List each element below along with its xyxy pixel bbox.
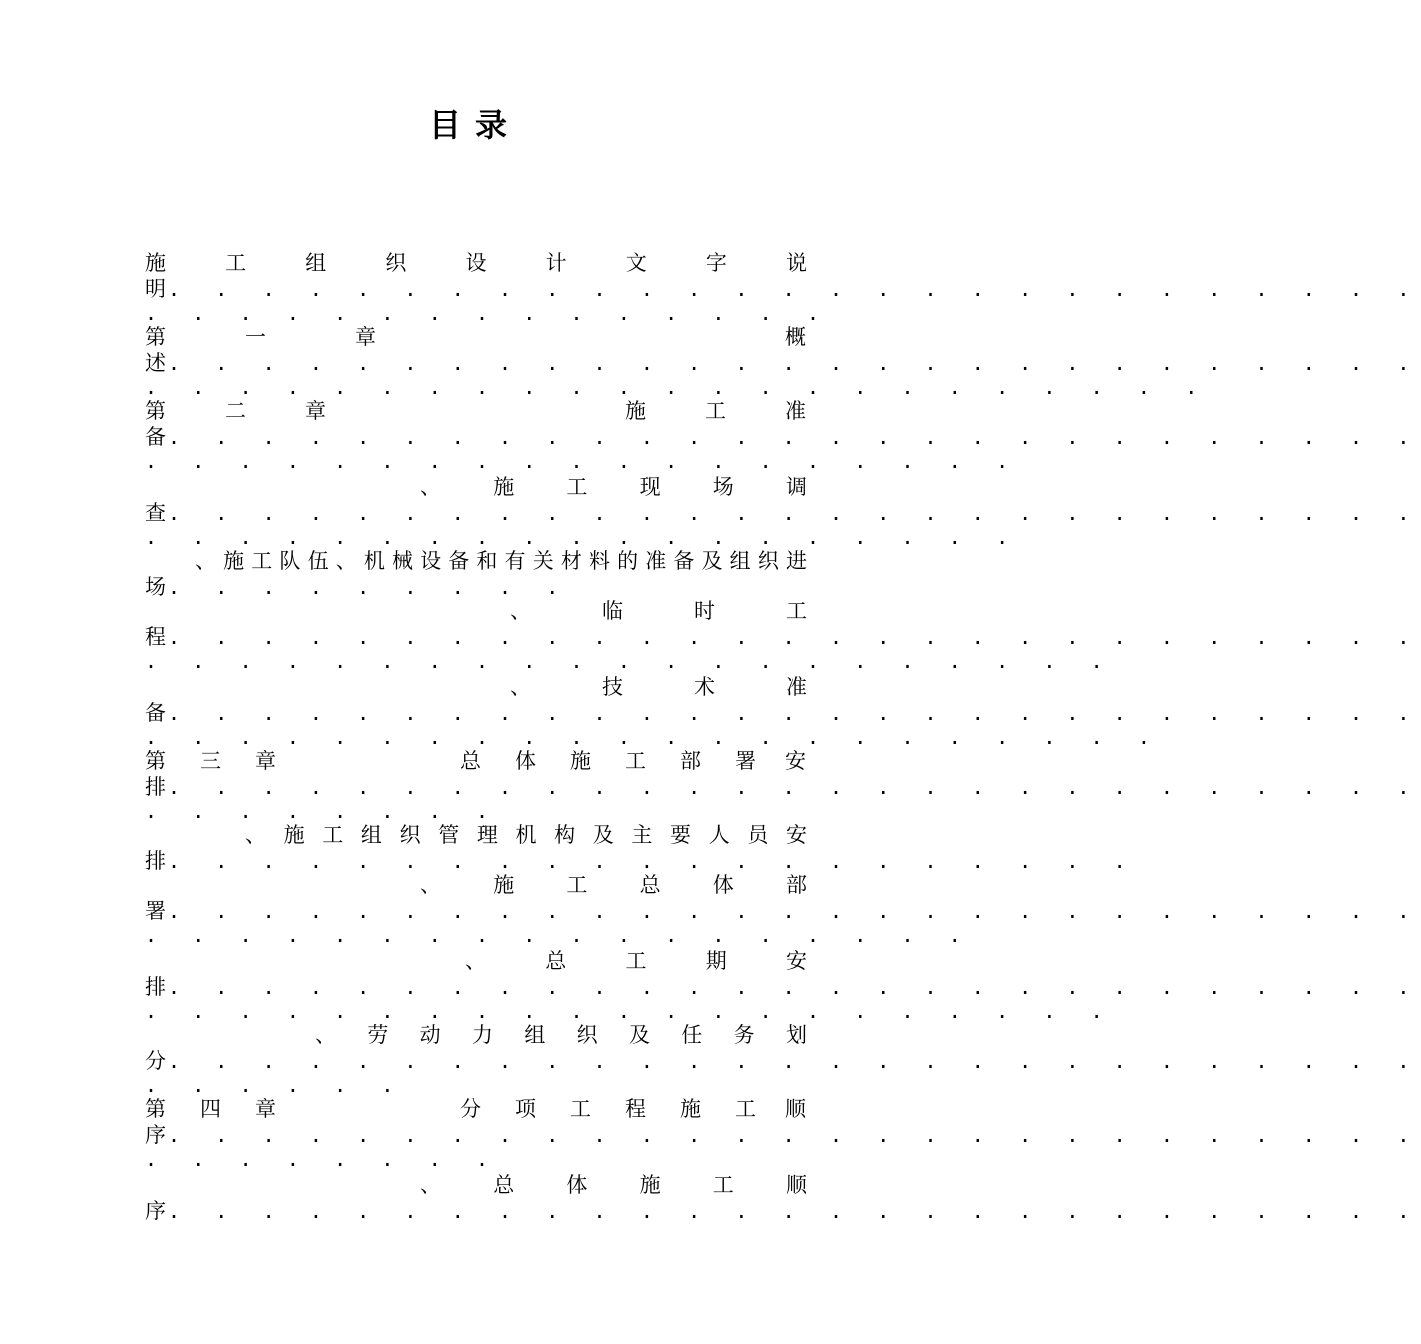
toc-leader-dots: . . . . . . . . . . . . . . . . . . . . . . . . . . . (168, 425, 1421, 449)
toc-entry-heading[interactable] (145, 1096, 807, 1122)
toc-entry-char: 、 (245, 823, 266, 847)
toc-leader-dots: . . . . . . . . . . . . . . . . . . . . . . . . . . . (168, 277, 1421, 301)
toc-entry-char: 工 (625, 949, 647, 973)
toc-entry-char: 工 (566, 873, 588, 897)
toc-trailing-dots: . . . . . . . . . . . . . . . . . . . (145, 449, 1020, 473)
toc-entry-char: 理 (476, 823, 498, 847)
toc-entry-char: 的 (617, 549, 639, 573)
toc-entry-char: 伍 (307, 549, 329, 573)
toc-entry-char: 工 (705, 399, 726, 423)
toc-entry-char: 安 (785, 749, 806, 773)
toc-entry-char: 进 (785, 549, 807, 573)
toc-trailing-dots: . . . . . . (145, 1073, 406, 1097)
toc-entry-char: 组 (524, 1023, 546, 1047)
toc-entry-char: 、 (315, 1023, 336, 1047)
toc-entry-char: 有 (504, 549, 526, 573)
toc-entry-heading[interactable] (145, 674, 807, 700)
toc-entry-heading[interactable] (145, 748, 807, 774)
toc-entry-char: 设 (420, 549, 442, 573)
toc-trailing-dots: . . . . . . . . . . . . . . . . . . (145, 923, 973, 947)
toc-entry-char: 队 (279, 549, 301, 573)
toc-entry-char: 准 (785, 399, 806, 423)
toc-leader-dots: . . . . . . . . . . . . . . . . . . . . . . . . . . . (168, 625, 1421, 649)
toc-entry-char: 、 (195, 549, 216, 573)
toc-entry-char: 备 (448, 549, 470, 573)
toc-entry-char: 工 (322, 823, 344, 847)
toc-entry-char: 分 (460, 1097, 481, 1121)
toc-entry-char: 术 (694, 675, 715, 699)
toc-entry-char: 总 (545, 949, 567, 973)
toc-entry-continuation[interactable] (145, 1122, 1421, 1148)
toc-entry-char: 字 (705, 251, 727, 275)
toc-entry-char: 施 (493, 873, 515, 897)
toc-entry-char: 程 (625, 1097, 646, 1121)
toc-entry-char: 项 (515, 1097, 536, 1121)
toc-entry-char: 施 (145, 251, 166, 275)
toc-entry-char: 和 (476, 549, 498, 573)
toc-trailing-dots: . . . . . . . . (145, 1147, 500, 1171)
toc-entry-continuation[interactable] (145, 974, 1421, 1000)
toc-entry-tail: 备 (145, 701, 166, 725)
toc-entry-char: 安 (785, 823, 807, 847)
toc-entry-char: 时 (694, 599, 715, 623)
toc-entry-char: 准 (786, 675, 807, 699)
toc-entry-char: 工 (225, 251, 247, 275)
toc-entry-continuation[interactable] (145, 1198, 1421, 1224)
toc-entry-char: 及 (628, 1023, 650, 1047)
toc-entry-heading[interactable] (145, 474, 807, 500)
toc-leader-dots: . . . . . . . . . . . . . . . . . . . . . . . . . . . (168, 899, 1421, 923)
toc-entry-char: 构 (554, 823, 576, 847)
toc-entry-char: 工 (566, 475, 588, 499)
toc-trailing-dots: . . . . . . . . . . . . . . . . . . . (145, 525, 1020, 549)
toc-trailing-dots: . . . . . . . . . . . . . . . . . . . . . (145, 649, 1115, 673)
toc-entry-char: 工 (251, 549, 273, 573)
toc-entry-char: 四 (200, 1097, 221, 1121)
toc-entry-char: 动 (419, 1023, 441, 1047)
toc-entry-char: 调 (785, 475, 807, 499)
toc-entry-char: 署 (735, 749, 756, 773)
toc-entry-char: 概 (785, 325, 806, 349)
toc-entry-continuation[interactable] (145, 1048, 1421, 1074)
toc-entry-char: 施 (570, 749, 591, 773)
toc-entry-char: 组 (305, 251, 327, 275)
toc-entry-char: 二 (225, 399, 246, 423)
toc-entry-heading[interactable] (145, 324, 807, 350)
toc-leader-dots: . . . . . . . . . (168, 575, 570, 599)
toc-leader-dots: . . . . . . . . . . . . . . . . . . . . . . . . . . . (168, 775, 1421, 799)
toc-entry-char: 材 (560, 549, 582, 573)
toc-entry-continuation[interactable] (145, 276, 1421, 302)
toc-entry-heading[interactable] (145, 398, 807, 424)
toc-entry-char: 人 (708, 823, 730, 847)
toc-entry-heading[interactable] (145, 250, 807, 276)
toc-entry-char: 、 (420, 873, 441, 897)
toc-entry-char: 劳 (367, 1023, 389, 1047)
toc-entry-char: 场 (712, 475, 734, 499)
toc-entry-continuation[interactable] (145, 350, 1421, 376)
toc-entry-char: 组 (729, 549, 751, 573)
toc-entry-char: 部 (680, 749, 701, 773)
toc-entry-char: 务 (733, 1023, 755, 1047)
toc-entry-char: 、 (420, 475, 441, 499)
toc-entry-char: 安 (786, 949, 807, 973)
toc-entry-char: 、 (510, 599, 531, 623)
toc-entry-char: 械 (391, 549, 413, 573)
toc-entry-char: 、 (510, 675, 531, 699)
toc-entry-char: 部 (785, 873, 807, 897)
toc-entry-char: 计 (545, 251, 567, 275)
toc-entry-char: 施 (283, 823, 305, 847)
toc-entry-char: 任 (681, 1023, 703, 1047)
toc-entry-char: 织 (399, 823, 421, 847)
toc-entry-char: 管 (438, 823, 460, 847)
toc-entry-tail: 程 (145, 625, 166, 649)
toc-entry-tail: 备 (145, 425, 166, 449)
toc-entry-continuation[interactable] (145, 848, 1138, 874)
toc-entry-continuation[interactable] (145, 574, 807, 600)
toc-entry-char: 施 (639, 1173, 661, 1197)
toc-entry-continuation[interactable] (145, 700, 1421, 726)
toc-entry-char: 总 (460, 749, 481, 773)
toc-entry-char: 关 (532, 549, 554, 573)
toc-entry-char: 体 (566, 1173, 588, 1197)
toc-entry-tail: 序 (145, 1199, 166, 1223)
toc-entry-char: 施 (493, 475, 515, 499)
page-title: 目录 (428, 106, 521, 144)
toc-entry-char: 工 (735, 1097, 756, 1121)
toc-entry-char: 设 (465, 251, 487, 275)
toc-entry-char: 组 (360, 823, 382, 847)
toc-entry-char: 技 (602, 675, 623, 699)
table-of-contents (145, 0, 1421, 1344)
toc-entry-heading[interactable] (145, 1172, 807, 1198)
toc-entry-char: 体 (515, 749, 536, 773)
toc-entry-char: 临 (602, 599, 623, 623)
toc-entry-char: 织 (757, 549, 779, 573)
toc-entry-char: 、 (335, 549, 357, 573)
toc-entry-char: 第 (145, 1097, 166, 1121)
toc-entry-char: 、 (465, 949, 486, 973)
toc-entry-tail: 场 (145, 575, 166, 599)
toc-entry-char: 章 (355, 325, 376, 349)
toc-entry-continuation[interactable] (145, 774, 1421, 800)
toc-entry-continuation[interactable] (145, 898, 1421, 924)
toc-entry-char: 工 (712, 1173, 734, 1197)
toc-entry-heading[interactable] (145, 1022, 807, 1048)
toc-entry-char: 章 (255, 1097, 276, 1121)
toc-entry-char: 顺 (785, 1097, 806, 1121)
toc-trailing-dots: . . . . . . . . . . . . . . . . . . . . . . (145, 725, 1162, 749)
toc-leader-dots: . . . . . . . . . . . . . . . . . . . . . . . . . . . (168, 1049, 1421, 1073)
toc-entry-continuation[interactable] (145, 624, 1421, 650)
toc-entry-char: 备 (673, 549, 695, 573)
toc-entry-char: 三 (200, 749, 221, 773)
toc-entry-char: 第 (145, 749, 166, 773)
toc-entry-tail: 序 (145, 1123, 166, 1147)
toc-entry-char: 及 (592, 823, 614, 847)
toc-entry-continuation[interactable] (145, 500, 1421, 526)
toc-entry-char: 及 (701, 549, 723, 573)
toc-trailing-dots: . . . . . . . . (145, 799, 500, 823)
toc-entry-char: 织 (385, 251, 407, 275)
toc-entry-heading[interactable] (145, 822, 807, 848)
toc-entry-char: 力 (471, 1023, 493, 1047)
toc-entry-char: 员 (747, 823, 769, 847)
toc-entry-char: 顺 (785, 1173, 807, 1197)
toc-leader-dots: . . . . . . . . . . . . . . . . . . . . . . . . . . . (168, 975, 1421, 999)
toc-entry-tail: 述 (145, 351, 166, 375)
toc-entry-char: 要 (670, 823, 692, 847)
toc-entry-char: 章 (305, 399, 326, 423)
toc-entry-char: 机 (515, 823, 537, 847)
toc-entry-char: 体 (712, 873, 734, 897)
toc-entry-char: 施 (680, 1097, 701, 1121)
toc-entry-char: 工 (625, 749, 646, 773)
toc-entry-char: 、 (420, 1173, 441, 1197)
toc-entry-char: 第 (145, 399, 166, 423)
toc-entry-char: 总 (639, 873, 661, 897)
toc-entry-char: 主 (631, 823, 653, 847)
toc-leader-dots: . . . . . . . . . . . . . . . . . . . . . . . . . . . (168, 1199, 1421, 1223)
toc-entry-tail: 排 (145, 775, 166, 799)
toc-entry-char: 第 (145, 325, 166, 349)
toc-leader-dots: . . . . . . . . . . . . . . . . . . . . . . . . . . . (168, 1123, 1421, 1147)
toc-entry-heading[interactable] (145, 548, 807, 574)
toc-entry-char: 施 (223, 549, 245, 573)
toc-entry-char: 工 (786, 599, 807, 623)
toc-leader-dots: . . . . . . . . . . . . . . . . . . . . . (168, 849, 1138, 873)
toc-entry-char: 章 (255, 749, 276, 773)
toc-trailing-dots: . . . . . . . . . . . . . . . (145, 301, 831, 325)
toc-entry-char: 总 (493, 1173, 515, 1197)
toc-entry-tail: 排 (145, 849, 166, 873)
toc-trailing-dots: . . . . . . . . . . . . . . . . . . . . . . . (145, 375, 1209, 399)
toc-entry-char: 工 (570, 1097, 591, 1121)
toc-entry-char: 现 (639, 475, 661, 499)
toc-entry-char: 一 (245, 325, 266, 349)
toc-trailing-dots: . . . . . . . . . . . . . . . . . . . . . (145, 999, 1115, 1023)
toc-entry-char: 说 (786, 251, 807, 275)
toc-entry-heading[interactable] (145, 598, 807, 624)
toc-entry-char: 织 (576, 1023, 598, 1047)
toc-entry-char: 文 (625, 251, 647, 275)
toc-entry-tail: 分 (145, 1049, 166, 1073)
toc-entry-char: 划 (785, 1023, 807, 1047)
toc-entry-tail: 署 (145, 899, 166, 923)
toc-entry-tail: 明 (145, 277, 166, 301)
toc-entry-char: 期 (705, 949, 727, 973)
toc-entry-char: 准 (645, 549, 667, 573)
toc-leader-dots: . . . . . . . . . . . . . . . . . . . . . . . . . . . (168, 501, 1421, 525)
toc-entry-char: 料 (588, 549, 610, 573)
toc-entry-tail: 排 (145, 975, 166, 999)
toc-entry-tail: 查 (145, 501, 166, 525)
toc-entry-heading[interactable] (145, 948, 807, 974)
toc-entry-continuation[interactable] (145, 424, 1421, 450)
toc-leader-dots: . . . . . . . . . . . . . . . . . . . . . . . . . . . (168, 351, 1421, 375)
toc-entry-char: 机 (363, 549, 385, 573)
toc-leader-dots: . . . . . . . . . . . . . . . . . . . . . . . . . . . (168, 701, 1421, 725)
toc-entry-heading[interactable] (145, 872, 807, 898)
toc-entry-char: 施 (625, 399, 646, 423)
